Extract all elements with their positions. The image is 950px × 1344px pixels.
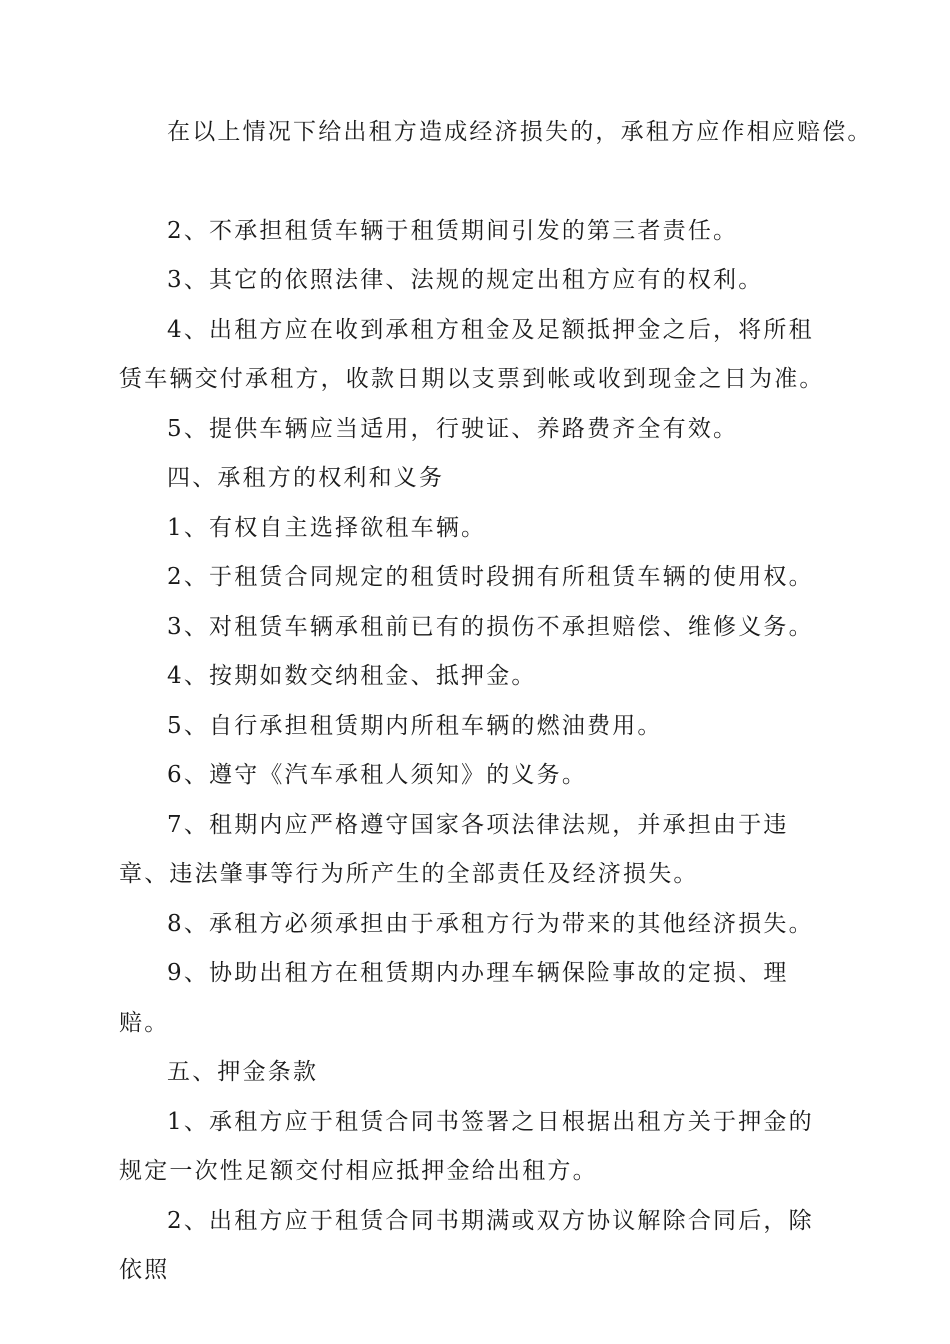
paragraph-lessee-item-5: 5、自行承担租赁期内所租车辆的燃油费用。 [167,712,663,739]
paragraph-lessor-item-5: 5、提供车辆应当适用，行驶证、养路费齐全有效。 [167,415,739,442]
paragraph-lessee-item-6: 6、遵守《汽车承租人须知》的义务。 [167,762,588,788]
paragraph-lessee-item-9: 9、协助出租方在租赁期内办理车辆保险事故的定损、理赔。 [119,960,789,1036]
document-body [119,108,873,1296]
paragraph-lessor-item-2: 2、不承担租赁车辆于租赁期间引发的第三者责任。 [167,217,739,244]
paragraph-deposit-item-2: 2、出租方应于租赁合同书期满或双方协议解除合同后，除依照 [119,1207,814,1283]
paragraph-lessee-item-4: 4、按期如数交纳租金、抵押金。 [167,663,537,689]
paragraph-lessee-item-7: 7、租期内应严格遵守国家各项法律法规，并承担由于违章、违法肇事等行为所产生的全部责任及经济损失。 [119,811,789,887]
section-heading-lessee-rights: 四、承租方的权利和义务 [167,465,445,491]
section-heading-deposit-terms: 五、押金条款 [167,1059,319,1085]
paragraph-lessee-item-1: 1、有权自主选择欲租车辆。 [167,514,487,541]
paragraph-lessee-item-8: 8、承租方必须承担由于承租方行为带来的其他经济损失。 [167,910,814,937]
paragraph-lessee-item-2: 2、于租赁合同规定的租赁时段拥有所租赁车辆的使用权。 [167,564,814,590]
paragraph-lessor-item-3: 3、其它的依照法律、法规的规定出租方应有的权利。 [167,267,764,293]
paragraph-compensation-note: 在以上情况下给出租方造成经济损失的，承租方应作相应赔偿。 [167,119,873,145]
paragraph-gap [119,158,839,207]
paragraph-lessor-item-4: 4、出租方应在收到承租方租金及足额抵押金之后，将所租赁车辆交付承租方，收款日期以支票到帐或收到现金之日为准。 [119,316,825,392]
paragraph-lessee-item-3: 3、对租赁车辆承租前已有的损伤不承担赔偿、维修义务。 [167,613,814,640]
paragraph-deposit-item-1: 1、承租方应于租赁合同书签署之日根据出租方关于押金的规定一次性足额交付相应抵押金给出租方。 [119,1108,814,1184]
